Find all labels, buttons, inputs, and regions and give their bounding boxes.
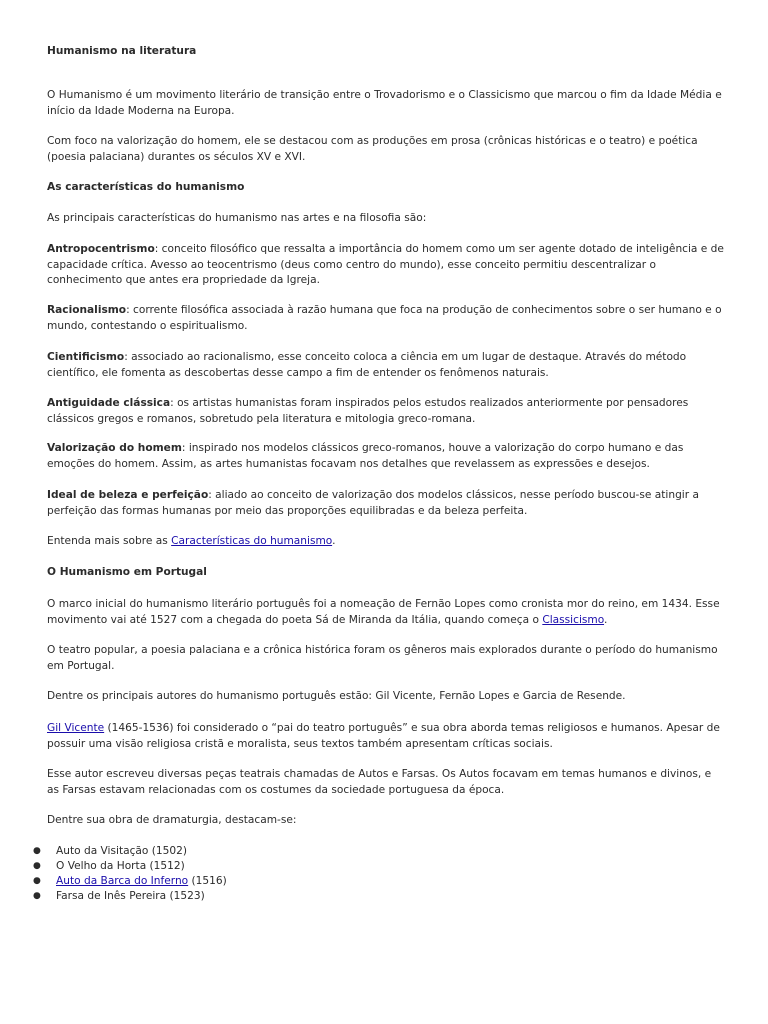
characteristic-term: Racionalismo: [47, 304, 127, 316]
characteristic-valorizacao-do-homem: [47, 441, 725, 472]
intro-paragraph-2: Com foco na valorização do homem, ele se destacou com as produções em prosa (crônicas históricas e o teatro) e poética (poesia palaciana) durantes os séculos XV e XVI.: [47, 135, 698, 163]
characteristic-term: Valorização do homem: [47, 442, 182, 454]
list-item: [0, 874, 700, 889]
characteristic-antiguidade-classica: [47, 396, 725, 427]
portugal-paragraph-1: [47, 597, 725, 628]
gil-vicente-text: (1465-1536) foi considerado o “pai do teatro português” e sua obra aborda temas religiosos e humanos. Apesar de possuir uma visão religiosa cristã e moralista, seus textos também apresentam críticas sociais.: [47, 722, 720, 750]
characteristic-term: Antiguidade clássica: [47, 397, 171, 409]
characteristic-antropocentrismo: [47, 242, 725, 289]
characteristic-term: Cientificismo: [47, 351, 125, 363]
bullet-icon: ●: [33, 846, 41, 856]
bullet-icon: ●: [33, 891, 41, 901]
work-title: Farsa de Inês Pereira (1523): [56, 890, 205, 902]
autos-farsas-paragraph: Esse autor escreveu diversas peças teatrais chamadas de Autos e Farsas. Os Autos focavam em temas humanos e divinos, e as Farsas estavam relacionadas com os costumes da sociedade portuguesa da época.: [47, 768, 712, 796]
characteristic-separator: :: [181, 442, 189, 454]
bullet-icon: ●: [33, 876, 41, 886]
characteristic-separator: :: [208, 489, 216, 501]
characteristic-racionalismo: [47, 303, 725, 334]
more-about-paragraph: [47, 534, 725, 550]
characteristic-text: aliado ao conceito de valorização dos modelos clássicos, nesse período buscou-se atingir a perfeição das formas humanas por meio das proporções equilibradas e da beleza perfeita.: [47, 489, 699, 517]
more-about-prefix: Entenda mais sobre as: [47, 535, 172, 547]
work-title: O Velho da Horta (1512): [56, 860, 185, 872]
portugal-p1-suffix: .: [604, 613, 608, 626]
characteristic-term: Antropocentrismo: [47, 243, 155, 255]
characteristic-text: corrente filosófica associada à razão humana que foca na produção de conhecimentos sobre o ser humano e o mundo, contestando o espiritualismo.: [47, 304, 722, 332]
characteristic-separator: :: [126, 304, 134, 316]
characteristic-separator: :: [124, 351, 132, 363]
characteristic-text: os artistas humanistas foram inspirados pelos estudos realizados anteriormente por pensadores clássicos gregos e romanos, sobretudo pela literatura e mitologia greco-romana.: [47, 397, 689, 425]
works-list: [0, 844, 700, 904]
list-item: [0, 889, 700, 904]
characteristic-term: Ideal de beleza e perfeição: [47, 489, 209, 501]
classicismo-link[interactable]: Classicismo: [542, 613, 605, 626]
characteristic-text: associado ao racionalismo, esse conceito coloca a ciência em um lugar de destaque. Através do método científico, ele fomenta as descobertas desse campo a fim de entender os fenômenos naturais.: [47, 351, 687, 379]
works-intro: Dentre sua obra de dramaturgia, destacam-se:: [47, 814, 297, 826]
characteristic-text: inspirado nos modelos clássicos greco-romanos, houve a valorização do corpo humano e das emoções do homem. Assim, as artes humanistas focavam nos detalhes que revelassem as expressões e desejos.: [47, 442, 684, 470]
characteristic-ideal-de-beleza: [47, 488, 725, 519]
section-heading-characteristics: As características do humanismo: [47, 181, 245, 193]
bullet-icon: ●: [33, 861, 41, 871]
portugal-p1-text: O marco inicial do humanismo literário português foi a nomeação de Fernão Lopes como cronista mor do reino, em 1434. Esse movimento vai até 1527 com a chegada do poeta Sá de Miranda da Itália, quando começa o: [47, 598, 720, 626]
portugal-paragraph-3: Dentre os principais autores do humanismo português estão: Gil Vicente, Fernão Lopes e Garcia de Resende.: [47, 690, 626, 702]
list-item: [0, 844, 700, 859]
more-about-suffix: .: [332, 535, 336, 547]
auto-da-barca-link[interactable]: Auto da Barca do Inferno: [56, 875, 189, 887]
work-year: (1516): [188, 875, 227, 887]
characteristic-text: conceito filosófico que ressalta a importância do homem como um ser agente dotado de inteligência e de capacidade crítica. Avesso ao teocentrismo (deus como centro do mundo), esse conceito permitiu descentralizar o conhecimento que antes era propriedade da Igreja.: [47, 243, 724, 286]
list-item: [0, 859, 700, 874]
characteristic-cientificismo: [47, 350, 725, 381]
page-title: Humanismo na literatura: [47, 45, 197, 57]
intro-paragraph-1: O Humanismo é um movimento literário de transição entre o Trovadorismo e o Classicismo que marcou o fim da Idade Média e início da Idade Moderna na Europa.: [47, 89, 722, 117]
gil-vicente-link[interactable]: Gil Vicente: [47, 722, 105, 734]
characteristics-intro: As principais características do humanismo nas artes e na filosofia são:: [47, 212, 427, 224]
caracteristicas-humanismo-link[interactable]: Características do humanismo: [171, 535, 333, 547]
characteristic-separator: :: [154, 243, 162, 255]
gil-vicente-paragraph: [47, 721, 725, 752]
section-heading-portugal: O Humanismo em Portugal: [47, 566, 207, 578]
characteristic-separator: :: [170, 397, 178, 409]
work-title: Auto da Visitação (1502): [56, 845, 188, 857]
portugal-paragraph-2: O teatro popular, a poesia palaciana e a crônica histórica foram os gêneros mais explorados durante o período do humanismo em Portugal.: [47, 644, 718, 672]
